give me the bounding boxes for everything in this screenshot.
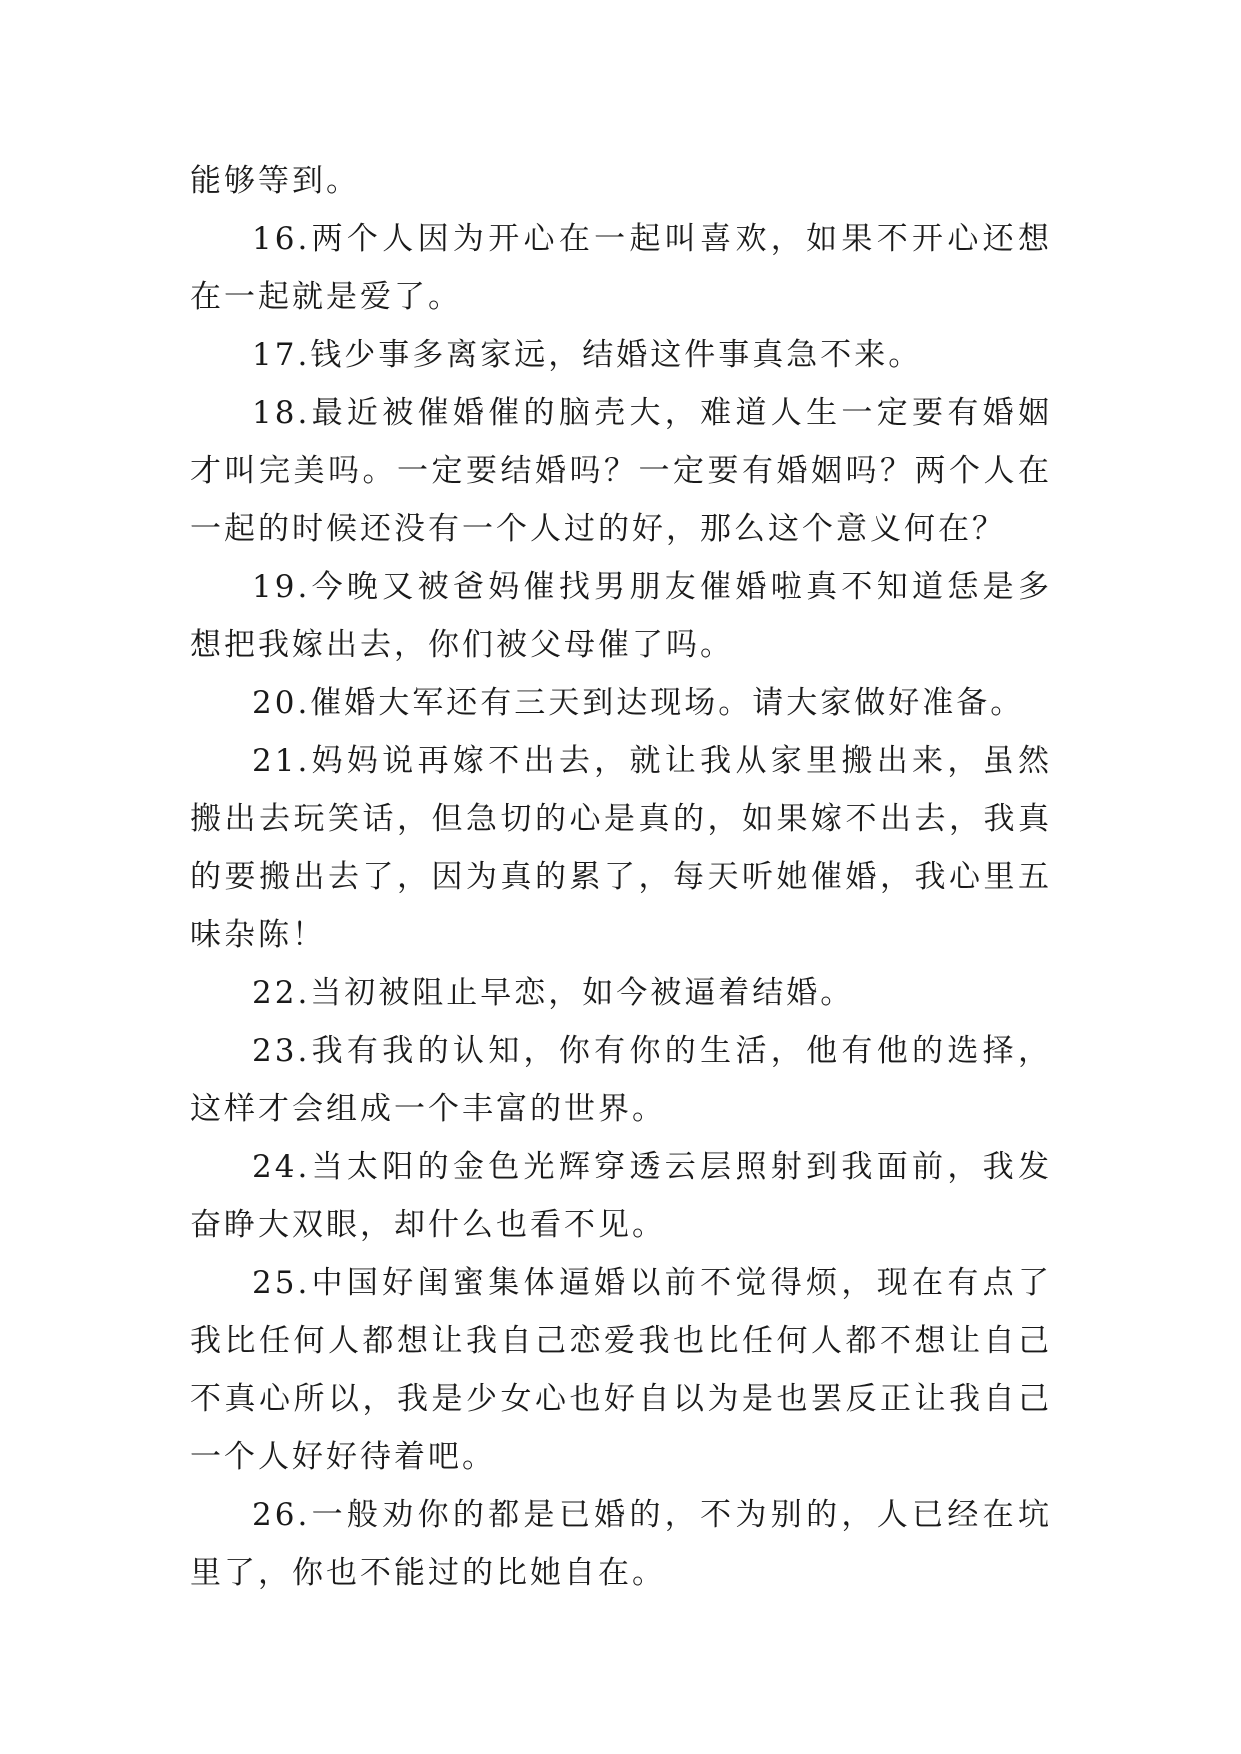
paragraph-23: 23.我有我的认知，你有你的生活，他有他的选择，这样才会组成一个丰富的世界。 — [190, 1033, 1052, 1127]
paragraph-22: 22.当初被阻止早恋，如今被逼着结婚。 — [252, 975, 855, 1011]
paragraph-19: 19.今晚又被爸妈催找男朋友催婚啦真不知道恁是多想把我嫁出去，你们被父母催了吗。 — [190, 569, 1052, 663]
document-page — [190, 152, 1052, 1602]
paragraph-16: 16.两个人因为开心在一起叫喜欢，如果不开心还想在一起就是爱了。 — [190, 221, 1052, 315]
paragraph-21: 21.妈妈说再嫁不出去，就让我从家里搬出来，虽然搬出去玩笑话，但急切的心是真的，如果嫁不出去，我真的要搬出去了，因为真的累了，每天听她催婚，我心里五味杂陈！ — [190, 743, 1052, 953]
paragraph-18: 18.最近被催婚催的脑壳大，难道人生一定要有婚姻才叫完美吗。一定要结婚吗？一定要有婚姻吗？两个人在一起的时候还没有一个人过的好，那么这个意义何在？ — [190, 395, 1052, 547]
paragraph-24: 24.当太阳的金色光辉穿透云层照射到我面前，我发奋睁大双眼，却什么也看不见。 — [190, 1149, 1052, 1243]
paragraph-17: 17.钱少事多离家远，结婚这件事真急不来。 — [252, 337, 923, 373]
paragraph-26: 26.一般劝你的都是已婚的，不为别的，人已经在坑里了，你也不能过的比她自在。 — [190, 1497, 1052, 1591]
paragraph-25: 25.中国好闺蜜集体逼婚以前不觉得烦，现在有点了我比任何人都想让我自己恋爱我也比任何人都不想让自己不真心所以，我是少女心也好自以为是也罢反正让我自己一个人好好待着吧。 — [190, 1265, 1052, 1475]
paragraph-continuation: 能够等到。 — [190, 163, 360, 199]
paragraph-20: 20.催婚大军还有三天到达现场。请大家做好准备。 — [252, 685, 1025, 721]
